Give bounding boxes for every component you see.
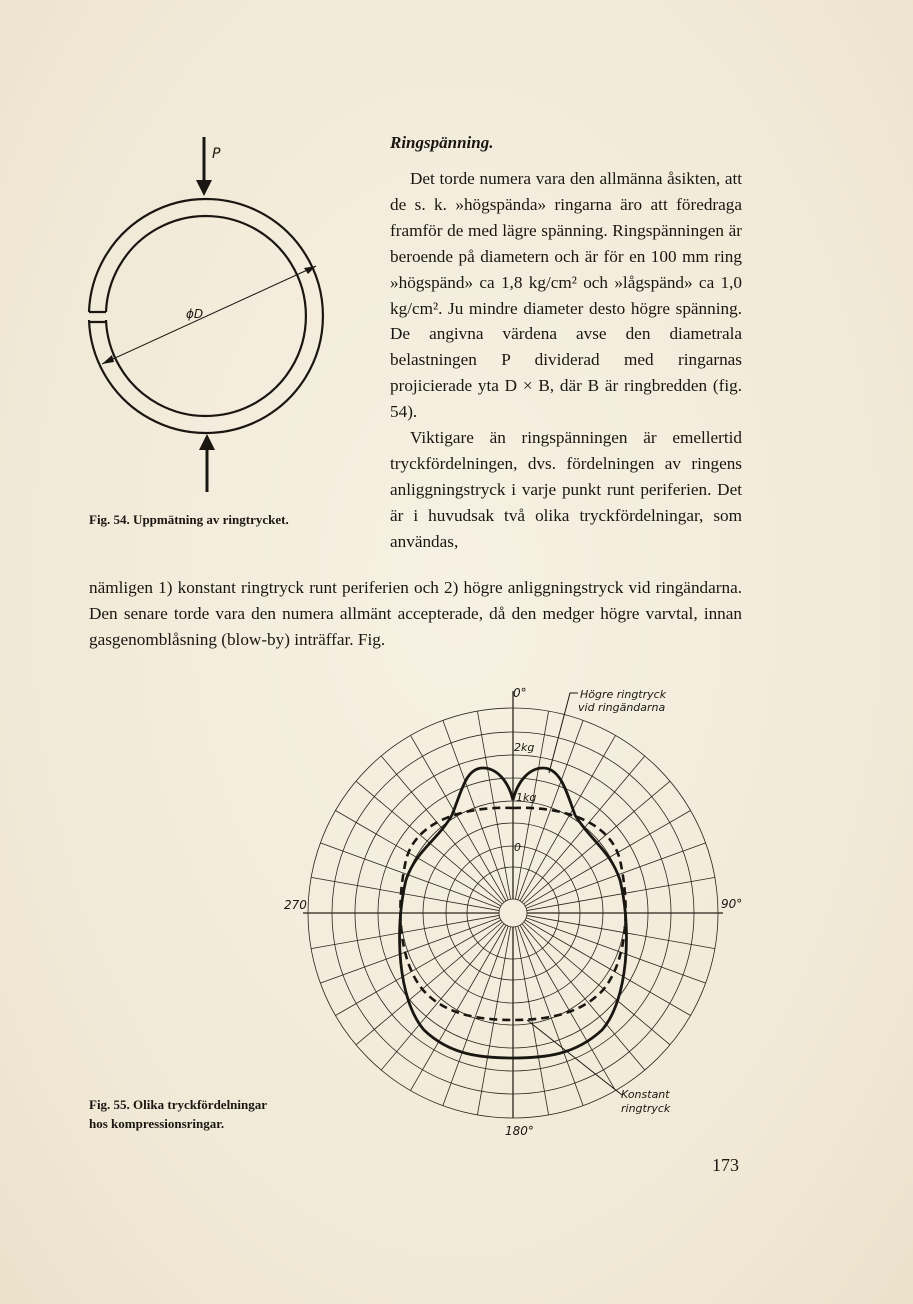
polar-grid	[303, 691, 723, 1118]
grid-spoke	[356, 922, 502, 1045]
grid-spoke	[526, 918, 705, 983]
fig55-caption-line2: hos kompressionsringar.	[89, 1116, 225, 1131]
grid-spoke	[520, 735, 616, 900]
leader-high	[549, 693, 578, 773]
angle-label-top: 0°	[513, 686, 527, 700]
angle-label-right: 90°	[721, 897, 743, 911]
fig55-caption-line1: Fig. 55. Olika tryckfördelningar	[89, 1097, 268, 1112]
radial-label-0: 0	[514, 841, 521, 854]
fig55-caption	[89, 1095, 329, 1133]
diameter-label: ϕD	[186, 307, 204, 321]
note-high-line1: Högre ringtryck	[580, 688, 667, 701]
radial-label-2kg: 2kg	[514, 741, 535, 754]
note-const-line2: ringtryck	[621, 1102, 671, 1115]
note-high-line2: vid ringändarna	[578, 701, 666, 714]
radial-label-1kg: 1kg	[516, 791, 537, 804]
grid-spoke	[443, 926, 508, 1105]
grid-spoke	[520, 925, 616, 1090]
grid-spoke	[411, 925, 507, 1090]
section-heading: Ringspänning.	[390, 133, 494, 152]
grid-spoke	[524, 922, 670, 1045]
angle-label-left: 270	[284, 898, 307, 912]
grid-spoke	[525, 920, 690, 1016]
fig54-caption: Fig. 54. Uppmätning av ringtrycket.	[89, 512, 289, 527]
angle-label-bottom: 180°	[505, 1124, 534, 1138]
page-number: 173	[712, 1155, 739, 1175]
grid-circle	[499, 899, 527, 927]
grid-spoke	[518, 926, 583, 1105]
paragraph-1: Det torde numera vara den allmänna åsikten, att de s. k. »högspända» ringarna äro att föredraga framför de med lägre spänning. Ringspänningen är beroende på diametern och är för en 100 mm ring »högspänd» ca 1,8 kg/cm² och »lågspänd» ca 1,0 kg/cm². Ju mindre diameter desto högre spänning. De angivna värdena avse den diametrala belastningen P dividerad med ringarnas projicierade yta D × B, där B är ringbredden (fig. 54).	[390, 169, 742, 422]
force-label: P	[212, 146, 221, 162]
grid-spoke	[411, 735, 507, 900]
paragraph-2-continued: nämligen 1) konstant ringtryck runt periferien och 2) högre anliggningstryck vid ringändarna. Den senare torde vara den numera allmänt accepterade, då den medger högre varvtal, innan gasgenomblåsning (blow-by) inträffar. Fig.	[89, 578, 742, 649]
paragraph-2: Viktigare än ringspänningen är emellertid tryckfördelningen, dvs. fördelningen av ringens anliggningstryck i varje punkt runt periferien. Det är i huvudsak två olika tryckfördelningar, som användas,	[390, 428, 742, 551]
note-const-line1: Konstant	[621, 1088, 670, 1101]
grid-spoke	[320, 843, 499, 908]
grid-spoke	[526, 843, 705, 908]
grid-spoke	[320, 918, 499, 983]
grid-spoke	[335, 920, 500, 1016]
